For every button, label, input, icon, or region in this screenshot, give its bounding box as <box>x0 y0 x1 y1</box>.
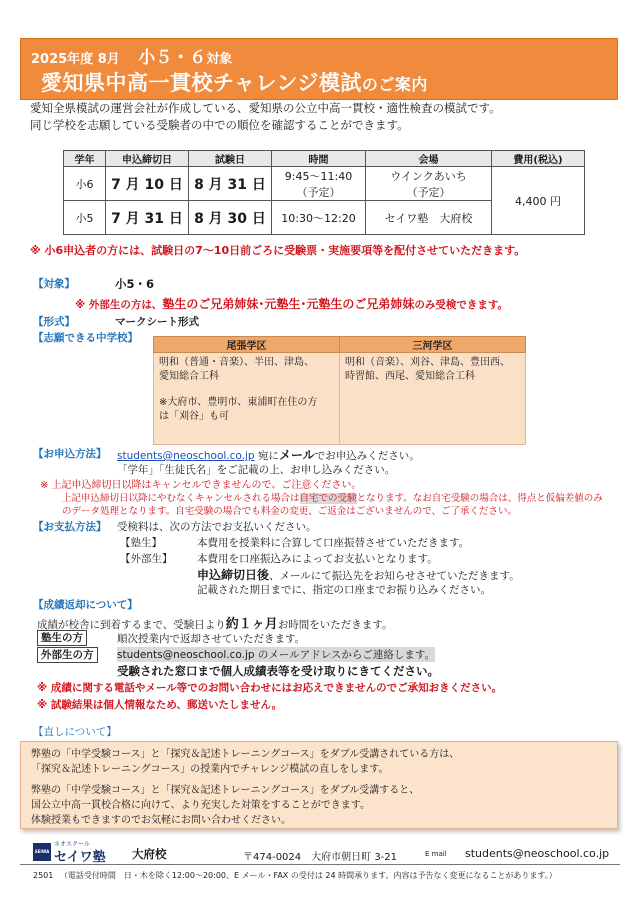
page-title <box>41 67 428 97</box>
schools-table <box>153 336 526 445</box>
schedule-header: 試験日 <box>189 151 272 167</box>
results-line-1 <box>37 613 392 632</box>
cancel-note-2 <box>62 490 603 504</box>
apply-text: 宛に <box>254 450 279 462</box>
exam-date-cell: 8 月 30 日 <box>189 201 272 235</box>
mikawa-schools <box>340 353 526 445</box>
grade-cell: 小6 <box>64 167 106 201</box>
fee-cell: 4,400 円 <box>492 167 585 235</box>
schedule-header: 会場 <box>366 151 492 167</box>
title-main: 愛知県中高一貫校チャレンジ模試 <box>41 71 362 95</box>
school-line: 愛知総合工科 <box>159 371 219 382</box>
mikawa-header: 三河学区 <box>340 337 526 353</box>
footer-divider <box>20 864 620 865</box>
schedule-header: 学年 <box>64 151 106 167</box>
target-value: 小5・6 <box>115 277 155 291</box>
schedule-table <box>63 150 585 235</box>
venue-cell: セイワ塾 大府校 <box>366 201 492 235</box>
target-note-highlight: 塾生のご兄弟姉妹･元塾生･元塾生のご兄弟姉妹 <box>162 297 415 311</box>
venue-value: ウインクあいち <box>390 169 467 183</box>
table-row <box>64 167 585 201</box>
banner-grade-suffix: 対象 <box>206 52 233 67</box>
time-cell: 10:30～12:20 <box>272 201 366 235</box>
target-note-suffix: のみ受検できます。 <box>414 299 509 311</box>
results-member-label: 塾生の方 <box>37 630 87 646</box>
school-line: は「刈谷」も可 <box>159 411 229 422</box>
payment-deadline <box>197 566 520 583</box>
intro-text <box>30 100 501 134</box>
results-outside-text-2: 受験された窓口まで個人成績表等を受け取りにきてください。 <box>117 664 439 678</box>
cancel-text: となります。なお自宅受験の場合は、得点と仮偏差値のみ <box>356 493 603 504</box>
results-text: 成績が校舎に到着するまで、受験日より <box>37 619 226 631</box>
footer-email-label: E mail <box>425 850 447 858</box>
apply-line-1 <box>117 446 420 463</box>
cancel-text: 上記申込締切日以降にやむなくキャンセルされる場合は <box>62 493 300 504</box>
venue-cell <box>366 167 492 201</box>
retake-line: 弊塾の「中学受験コース」と「探究＆記述トレーニングコース」をダブル受講すると、 <box>31 785 420 796</box>
time-cell <box>272 167 366 201</box>
title-suffix: のご案内 <box>361 75 428 94</box>
school-line: 明和（普通・音楽）、半田、津島、 <box>159 357 314 368</box>
payment-deadline-text: 、メールにて振込先をお知らせさせていただきます。 <box>269 570 520 582</box>
results-outside-label: 外部生の方 <box>37 647 98 663</box>
results-member-text: 順次授業内で返却させていただきます。 <box>117 633 306 645</box>
apply-email-link[interactable]: students@neoschool.co.jp <box>117 450 255 462</box>
banner-year: 2025年度 8月 <box>31 52 120 67</box>
retake-label: 【直しについて】 <box>33 726 117 738</box>
format-label: 【形式】 <box>33 316 75 328</box>
grade-cell: 小5 <box>64 201 106 235</box>
banner-grade: 小５・６ <box>138 48 207 68</box>
schedule-header: 時間 <box>272 151 366 167</box>
sixth-grade-note: ※ 小6申込者の方には、試験日の7～10日前ごろに受験票・実施要項等を配付させていただきます。 <box>30 244 526 257</box>
exam-date-cell: 8 月 31 日 <box>189 167 272 201</box>
target-note-prefix: ※ 外部生の方は、 <box>75 299 163 311</box>
cancel-note-3: のデータ処理となります。自宅受験の場合でも料金の変更、ご返金はございませんので、ご了承ください。 <box>62 506 518 517</box>
deadline-cell: 7 月 31 日 <box>106 201 189 235</box>
payment-label: 【お支払方法】 <box>33 521 107 533</box>
target-label: 【対象】 <box>33 278 75 290</box>
payment-intro: 受検料は、次の方法でお支払いください。 <box>117 521 317 533</box>
intro-line: 同じ学校を志願している受験者の中での順位を確認することができます。 <box>30 118 409 132</box>
school-line: ※大府市、豊明市、東浦町在住の方 <box>159 397 318 408</box>
payment-outside-text: 本費用を口座振込みによってお支払いとなります。 <box>197 553 438 565</box>
owari-schools <box>154 353 340 445</box>
apply-bold: メール <box>278 448 315 462</box>
retake-box <box>20 741 618 829</box>
payment-deadline-bold: 申込締切日後 <box>197 568 270 582</box>
results-note-2: ※ 試験結果は個人情報なため、郵送いたしません。 <box>37 699 283 711</box>
footer-code: 2501 <box>33 871 54 880</box>
logo-name: セイワ塾 <box>54 850 106 865</box>
results-outside-text: のメールアドレスからご連絡します。 <box>254 649 436 661</box>
footer-email[interactable]: students@neoschool.co.jp <box>465 847 610 860</box>
results-outside-line <box>117 647 435 662</box>
results-outside-email: students@neoschool.co.jp <box>117 649 255 661</box>
results-bold: 約１ヶ月 <box>225 617 278 632</box>
apply-text: でお申込みください。 <box>314 450 420 462</box>
target-note <box>75 295 508 312</box>
retake-line: 体験授業もできますのでお気軽にお問い合わせください。 <box>31 815 291 826</box>
payment-outside-label: 【外部生】 <box>120 553 173 565</box>
format-value: マークシート形式 <box>115 316 199 328</box>
intro-line: 愛知全県模試の運営会社が作成している、愛知県の公立中高一貫校・適性検査の模試です。 <box>30 101 501 115</box>
retake-line: 弊塾の「中学受験コース」と「探究＆記述トレーニングコース」をダブル受講されている方は、 <box>31 749 460 760</box>
retake-line: 国公立中高一貫校合格に向けて、より充実した対策をすることができます。 <box>31 800 370 811</box>
payment-member-text: 本費用を授業料に合算して口座振替させていただきます。 <box>197 537 470 549</box>
schools-label: 【志願できる中学校】 <box>33 332 138 344</box>
cancel-highlight: 自宅での受験 <box>299 493 357 504</box>
school-line: 明和（音楽）、刈谷、津島、豊田西、 <box>345 357 510 368</box>
school-line: 時習館、西尾、愛知総合工科 <box>345 371 475 382</box>
title-banner <box>20 38 618 100</box>
retake-line: 「探究＆記述トレーニングコース」の授業内でチャレンジ模試の直しをします。 <box>31 764 389 775</box>
footer-hours-text: （電話受付時間 日・木を除く12:00～20:00、E メール・FAX の受付は 24 時間承ります。内容は予告なく変更になることがあります。） <box>59 871 557 880</box>
banner-top-line <box>31 43 232 68</box>
owari-header: 尾張学区 <box>154 337 340 353</box>
payment-deadline-note: 記載された期日までに、指定の口座までお振り込みください。 <box>197 584 491 596</box>
logo-small-text: ネオスクール <box>54 841 90 848</box>
results-text: お時間をいただきます。 <box>277 619 393 631</box>
schedule-header: 申込締切日 <box>106 151 189 167</box>
payment-member-label: 【塾生】 <box>120 537 162 549</box>
apply-label: 【お申込方法】 <box>33 448 107 460</box>
footer-hours <box>33 870 557 881</box>
schedule-header-row <box>64 151 585 167</box>
apply-line-2: 「学年」「生徒氏名」をご記載の上、お申し込みください。 <box>117 464 396 476</box>
deadline-cell: 7 月 10 日 <box>106 167 189 201</box>
results-note-1: ※ 成績に関する電話やメール等でのお問い合わせにはお応えできませんのでご承知おきください。 <box>37 682 503 694</box>
footer-address: 〒474-0024 大府市朝日町 3-21 <box>243 852 398 863</box>
time-value: 9:45～11:40 <box>284 169 353 183</box>
logo-mark: SEIWA <box>33 843 51 861</box>
results-label: 【成績返却について】 <box>33 599 138 611</box>
time-note: （予定） <box>296 185 341 199</box>
footer-branch: 大府校 <box>132 847 167 861</box>
venue-note: （予定） <box>406 185 451 199</box>
schedule-header: 費用(税込) <box>492 151 585 167</box>
cancel-note-1: ※ 上記申込締切日以降はキャンセルできませんので、ご注意ください。 <box>40 480 362 491</box>
